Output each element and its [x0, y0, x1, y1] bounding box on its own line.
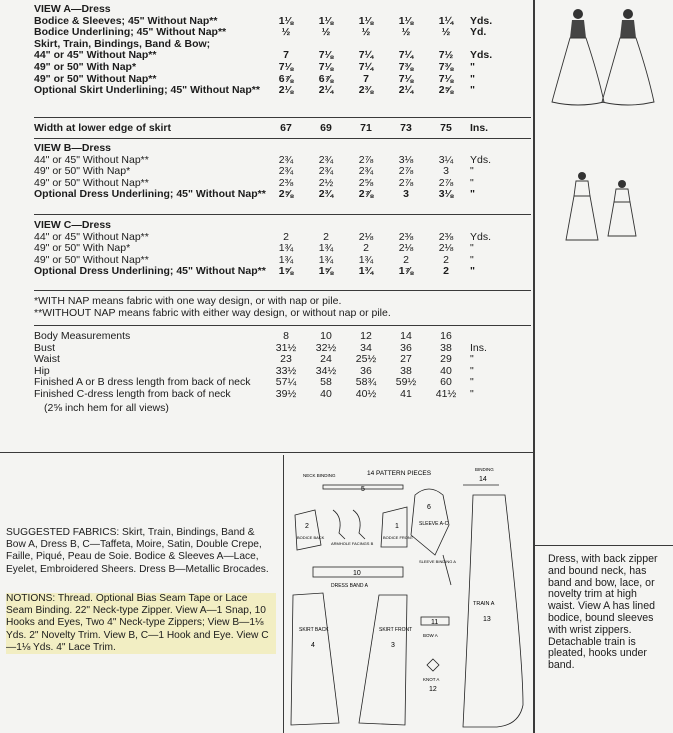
- view-a-width-row: [34, 123, 534, 135]
- row-label: Waist: [34, 354, 60, 366]
- table-row: [34, 123, 534, 135]
- piece-label-binding: BINDING: [475, 467, 494, 472]
- piece-num-1: 1: [395, 523, 399, 530]
- row-label: 49" or 50" Without Nap**: [34, 254, 149, 266]
- piece-num-13: 13: [483, 616, 491, 623]
- row-unit: Ins.: [470, 122, 489, 134]
- garment-description: Dress, with back zipper and bound neck, has band and bow, lace, or novelty trim at high waist. View A has lined bodice, bound sleeves with wrist zippers. Detachable train is pleated, hooks under band.: [548, 553, 658, 672]
- row-value: 7¼: [358, 49, 374, 62]
- piece-label-sleeve: SLEEVE A-C: [419, 521, 449, 527]
- row-value: 57¼: [275, 376, 297, 389]
- row-value: 2⅜: [278, 176, 294, 189]
- row-value: 6⅞: [278, 72, 294, 85]
- row-value: 2: [363, 242, 369, 255]
- row-unit: Yds.: [470, 49, 493, 62]
- row-value: 1⅛: [358, 14, 374, 27]
- row-value: 3⅛: [438, 188, 454, 201]
- row-value: 7⅜: [438, 60, 454, 73]
- row-unit: ": [470, 72, 475, 85]
- row-value: 75: [440, 122, 452, 134]
- piece-num-2: 2: [305, 523, 309, 530]
- row-value: 7¼: [398, 49, 414, 62]
- row-unit: ": [470, 60, 475, 73]
- row-value: 14: [400, 330, 412, 342]
- row-label: Optional Skirt Underlining; 45" Without Nap**: [34, 85, 260, 97]
- row-value: 7⅛: [278, 60, 294, 73]
- row-value: 6⅞: [318, 72, 334, 85]
- row-value: 2: [323, 230, 329, 243]
- row-value: 16: [440, 330, 452, 342]
- row-value: 33½: [275, 364, 297, 377]
- row-label: 49" or 50" With Nap*: [34, 61, 137, 73]
- row-value: 3⅛: [398, 153, 414, 166]
- sketch-head-front: [573, 9, 583, 19]
- row-unit: [466, 331, 500, 343]
- sketch-bodice-front: [570, 20, 586, 38]
- row-value: 2¾: [358, 165, 374, 178]
- row-unit: ": [470, 84, 475, 97]
- piece-num-14: 14: [479, 476, 487, 483]
- sketch-c-head: [618, 180, 626, 188]
- row-label: 49" or 50" Without Nap**: [34, 177, 149, 189]
- row-value: 1¾: [278, 253, 294, 266]
- row-value: 2⅝: [358, 176, 374, 189]
- row-unit: Yds.: [470, 230, 492, 243]
- row-unit: Yds.: [470, 14, 493, 27]
- row-value: 8: [283, 330, 289, 342]
- piece-num-3: 3: [391, 642, 395, 649]
- row-value: 7¼: [358, 60, 374, 73]
- row-value: 1¾: [318, 253, 334, 266]
- row-value: 2: [403, 253, 409, 266]
- row-value: 2: [283, 230, 289, 243]
- row-label: Width at lower edge of skirt: [34, 123, 172, 134]
- row-value: 2⅞: [398, 165, 414, 178]
- row-value: 1¾: [318, 242, 334, 255]
- row-value: 1¼: [438, 14, 454, 27]
- row-value: 41½: [435, 387, 457, 400]
- row-unit: Ins.: [470, 341, 487, 354]
- row-value: 7: [283, 49, 289, 62]
- row-value: 2⅛: [278, 84, 294, 97]
- row-value: 73: [400, 122, 412, 134]
- row-value: 69: [320, 122, 332, 134]
- piece-label-sleeve-binding: SLEEVE BINDING A: [419, 559, 456, 564]
- row-value: 2⅝: [438, 84, 454, 97]
- row-label: Bodice & Sleeves; 45" Without Nap**: [34, 15, 218, 27]
- piece-knot: [427, 659, 439, 671]
- piece-label-bow: BOW A: [423, 633, 438, 638]
- row-unit: ": [470, 242, 474, 255]
- piece-label-bodice-back: BODICE BACK: [297, 535, 325, 540]
- row-value: 2¼: [318, 84, 334, 97]
- row-value: 24: [320, 353, 332, 366]
- hem-note: (2⅝ inch hem for all views): [44, 402, 169, 414]
- row-value: 2⅝: [278, 188, 294, 201]
- description-box-top: [535, 545, 673, 546]
- row-label: Finished A or B dress length from back of neck: [34, 377, 251, 389]
- row-value: 2⅛: [358, 230, 374, 243]
- row-value: 2⅜: [438, 230, 454, 243]
- row-value: 2¾: [318, 188, 334, 201]
- row-label: 44" or 45" Without Nap**: [34, 50, 157, 62]
- view-b-table: [34, 143, 534, 201]
- sketch-skirt-back: [602, 38, 654, 105]
- table-row: [34, 27, 534, 39]
- row-unit: ": [470, 353, 474, 366]
- view-c-table: [34, 220, 534, 278]
- row-label: Optional Dress Underlining; 45" Without Nap**: [34, 266, 266, 278]
- row-value: 1¾: [358, 265, 374, 278]
- row-value: 2⅞: [358, 153, 374, 166]
- row-value: 34: [360, 341, 372, 354]
- piece-num-4: 4: [311, 642, 315, 649]
- piece-num-11: 11: [431, 619, 439, 626]
- piece-num-5: 5: [361, 486, 365, 493]
- row-value: 2¼: [398, 84, 414, 97]
- row-value: 1⅝: [278, 265, 294, 278]
- row-label: Bust: [34, 342, 56, 354]
- row-value: ½: [441, 26, 451, 39]
- row-unit: ": [470, 376, 474, 389]
- suggested-fabrics: SUGGESTED FABRICS: Skirt, Train, Bindings, Band & Bow A, Dress B, C—Taffeta, Moire, Satin, Double Crepe, Faille, Piqué, Peau de Soie. Bodice & Sleeves A—Lace, Eyelet, Embroidered Sheers. Dress B—Metallic Brocades.: [6, 527, 269, 575]
- row-value: 12: [360, 330, 372, 342]
- row-value: 38: [400, 364, 412, 377]
- row-value: 38: [440, 341, 452, 354]
- row-value: 67: [280, 122, 292, 134]
- row-label: 44" or 45" Without Nap**: [34, 231, 149, 243]
- row-value: 3: [403, 188, 409, 201]
- piece-label-knot: KNOT A: [423, 677, 440, 682]
- row-value: 27: [400, 353, 412, 366]
- piece-label-train: TRAIN A: [473, 601, 495, 607]
- row-value: 40: [320, 387, 332, 400]
- row-label: Body Measurements: [34, 331, 131, 342]
- table-row: [34, 62, 534, 74]
- row-value: 2¾: [318, 153, 334, 166]
- piece-label-dress-band: DRESS BAND A: [331, 583, 368, 589]
- rule-a-2: [34, 138, 531, 139]
- row-value: 60: [440, 376, 452, 389]
- row-label: Hip: [34, 365, 50, 377]
- row-label: Optional Dress Underlining; 45" Without Nap**: [34, 189, 266, 201]
- rule-notes: [34, 325, 531, 326]
- row-label: Finished C-dress length from back of neck: [34, 388, 231, 400]
- view-c-title: VIEW C—Dress: [34, 219, 112, 231]
- row-value: 2¾: [278, 153, 294, 166]
- row-value: 2⅞: [398, 176, 414, 189]
- sketch-head-back: [623, 9, 633, 19]
- table-row: [34, 389, 534, 401]
- row-value: ½: [401, 26, 411, 39]
- piece-label-neck-binding: NECK BINDING: [303, 473, 336, 478]
- row-value: 7⅜: [398, 60, 414, 73]
- piece-bodice-front: [381, 507, 407, 547]
- row-value: 2: [443, 265, 449, 278]
- row-label: 49" or 50" Without Nap**: [34, 73, 157, 85]
- table-row: [34, 189, 534, 201]
- row-value: 7⅛: [438, 72, 454, 85]
- row-value: 1⅛: [318, 14, 334, 27]
- with-nap-note: *WITH NAP means fabric with one way design, or with nap or pile.: [34, 295, 342, 307]
- row-value: 2⅛: [438, 242, 454, 255]
- sketch-c-skirt: [608, 202, 636, 236]
- row-value: 58: [320, 376, 332, 389]
- view-bc-sketch: [560, 170, 650, 245]
- row-unit: ": [470, 188, 475, 201]
- piece-label-skirt-back: SKIRT BACK: [299, 627, 329, 633]
- row-value: 3¼: [438, 153, 454, 166]
- row-value: 40½: [355, 387, 377, 400]
- row-label: Bodice Underlining; 45" Without Nap**: [34, 27, 227, 39]
- piece-label-armhole: ARMHOLE FACINGS B: [331, 541, 374, 546]
- row-value: 2¾: [318, 165, 334, 178]
- row-value: 58¾: [355, 376, 377, 389]
- row-value: 2¾: [278, 165, 294, 178]
- row-value: 2⅞: [358, 188, 374, 201]
- row-unit: ": [470, 265, 475, 278]
- row-value: 10: [320, 330, 332, 342]
- row-label: 49" or 50" With Nap*: [34, 166, 131, 178]
- row-value: 25½: [355, 353, 377, 366]
- row-unit: ": [470, 176, 474, 189]
- row-value: 29: [440, 353, 452, 366]
- row-value: 2⅛: [398, 242, 414, 255]
- notions-text: NOTIONS: Thread. Optional Bias Seam Tape or Lace Seam Binding. 22" Neck-type Zipper. View A—1 Snap, 10 Hooks and Eyes, Two 4" Neck-type Zippers; View B—1⅛ Yds. 2" Novelty Trim. View B, C—1 Hook and Eye. View C—1⅛ Yds. 4" Lace Trim.: [6, 593, 276, 654]
- row-unit: ": [470, 387, 474, 400]
- row-value: 1⅛: [398, 14, 414, 27]
- section-divider-bottom: [0, 452, 535, 453]
- piece-armhole-facing-1: [333, 510, 345, 539]
- rule-c: [34, 290, 531, 291]
- sketch-b-bodice: [574, 181, 590, 196]
- view-a-table: [34, 4, 534, 97]
- row-value: 34½: [315, 364, 337, 377]
- sketch-bodice-back: [620, 20, 636, 38]
- row-value: 71: [360, 122, 372, 134]
- row-value: 7⅛: [318, 60, 334, 73]
- row-value: 36: [400, 341, 412, 354]
- row-value: 1¾: [278, 242, 294, 255]
- row-unit: ": [470, 364, 474, 377]
- table-row: [34, 331, 534, 343]
- sketch-skirt-front: [552, 38, 604, 105]
- piece-num-12: 12: [429, 686, 437, 693]
- row-value: 2: [443, 253, 449, 266]
- row-value: 36: [360, 364, 372, 377]
- row-value: 59½: [395, 376, 417, 389]
- piece-label-bodice-front: BODICE FRONT: [383, 535, 414, 540]
- row-value: 1⅛: [278, 14, 294, 27]
- table-row: [34, 266, 534, 278]
- body-measurements-table: [34, 331, 534, 401]
- row-label: 49" or 50" With Nap*: [34, 243, 131, 255]
- row-label: 44" or 45" Without Nap**: [34, 154, 149, 166]
- row-value: 1⅞: [398, 265, 414, 278]
- view-a-title: VIEW A—Dress: [34, 3, 111, 15]
- sketch-b-skirt: [566, 196, 598, 240]
- rule-b: [34, 214, 531, 215]
- view-a-sketch: [548, 4, 658, 114]
- row-value: 7: [363, 72, 369, 85]
- pattern-pieces-diagram: [283, 455, 531, 733]
- row-value: 40: [440, 364, 452, 377]
- row-value: 7⅛: [318, 49, 334, 62]
- table-row: [34, 85, 534, 97]
- sketch-c-bodice: [614, 189, 630, 202]
- piece-bodice-back: [295, 510, 321, 550]
- piece-num-10: 10: [353, 570, 361, 577]
- row-value: 3: [443, 165, 449, 178]
- piece-num-6: 6: [427, 504, 431, 511]
- row-value: 2⅜: [358, 84, 374, 97]
- row-unit: Yd.: [470, 26, 487, 39]
- row-value: 31½: [275, 341, 297, 354]
- row-value: 1⅝: [318, 265, 334, 278]
- row-value: 2⅜: [398, 230, 414, 243]
- view-b-title: VIEW B—Dress: [34, 142, 112, 154]
- row-value: 23: [280, 353, 292, 366]
- row-value: 39½: [275, 387, 297, 400]
- row-value: 32½: [315, 341, 337, 354]
- row-value: 2⅞: [438, 176, 454, 189]
- row-value: 41: [400, 387, 412, 400]
- row-value: ½: [321, 26, 331, 39]
- piece-label-skirt-front: SKIRT FRONT: [379, 627, 413, 633]
- pattern-title: 14 PATTERN PIECES: [367, 470, 432, 477]
- row-label: Skirt, Train, Bindings, Band & Bow;: [34, 38, 211, 50]
- piece-skirt-front: [359, 595, 407, 725]
- row-unit: Yds.: [470, 153, 492, 166]
- piece-skirt-back: [291, 593, 339, 725]
- row-unit: ": [470, 253, 474, 266]
- row-value: 1¾: [358, 253, 374, 266]
- piece-train: [463, 495, 523, 727]
- rule-a-1: [34, 117, 531, 118]
- row-value: 2½: [318, 176, 334, 189]
- row-value: 7½: [438, 49, 454, 62]
- sketch-b-head: [578, 172, 586, 180]
- row-value: 7⅛: [398, 72, 414, 85]
- piece-armhole-facing-2: [353, 510, 365, 539]
- row-value: ½: [281, 26, 291, 39]
- without-nap-note: **WITHOUT NAP means fabric with either way design, or without nap or pile.: [34, 307, 391, 319]
- row-value: ½: [361, 26, 371, 39]
- row-unit: ": [470, 165, 474, 178]
